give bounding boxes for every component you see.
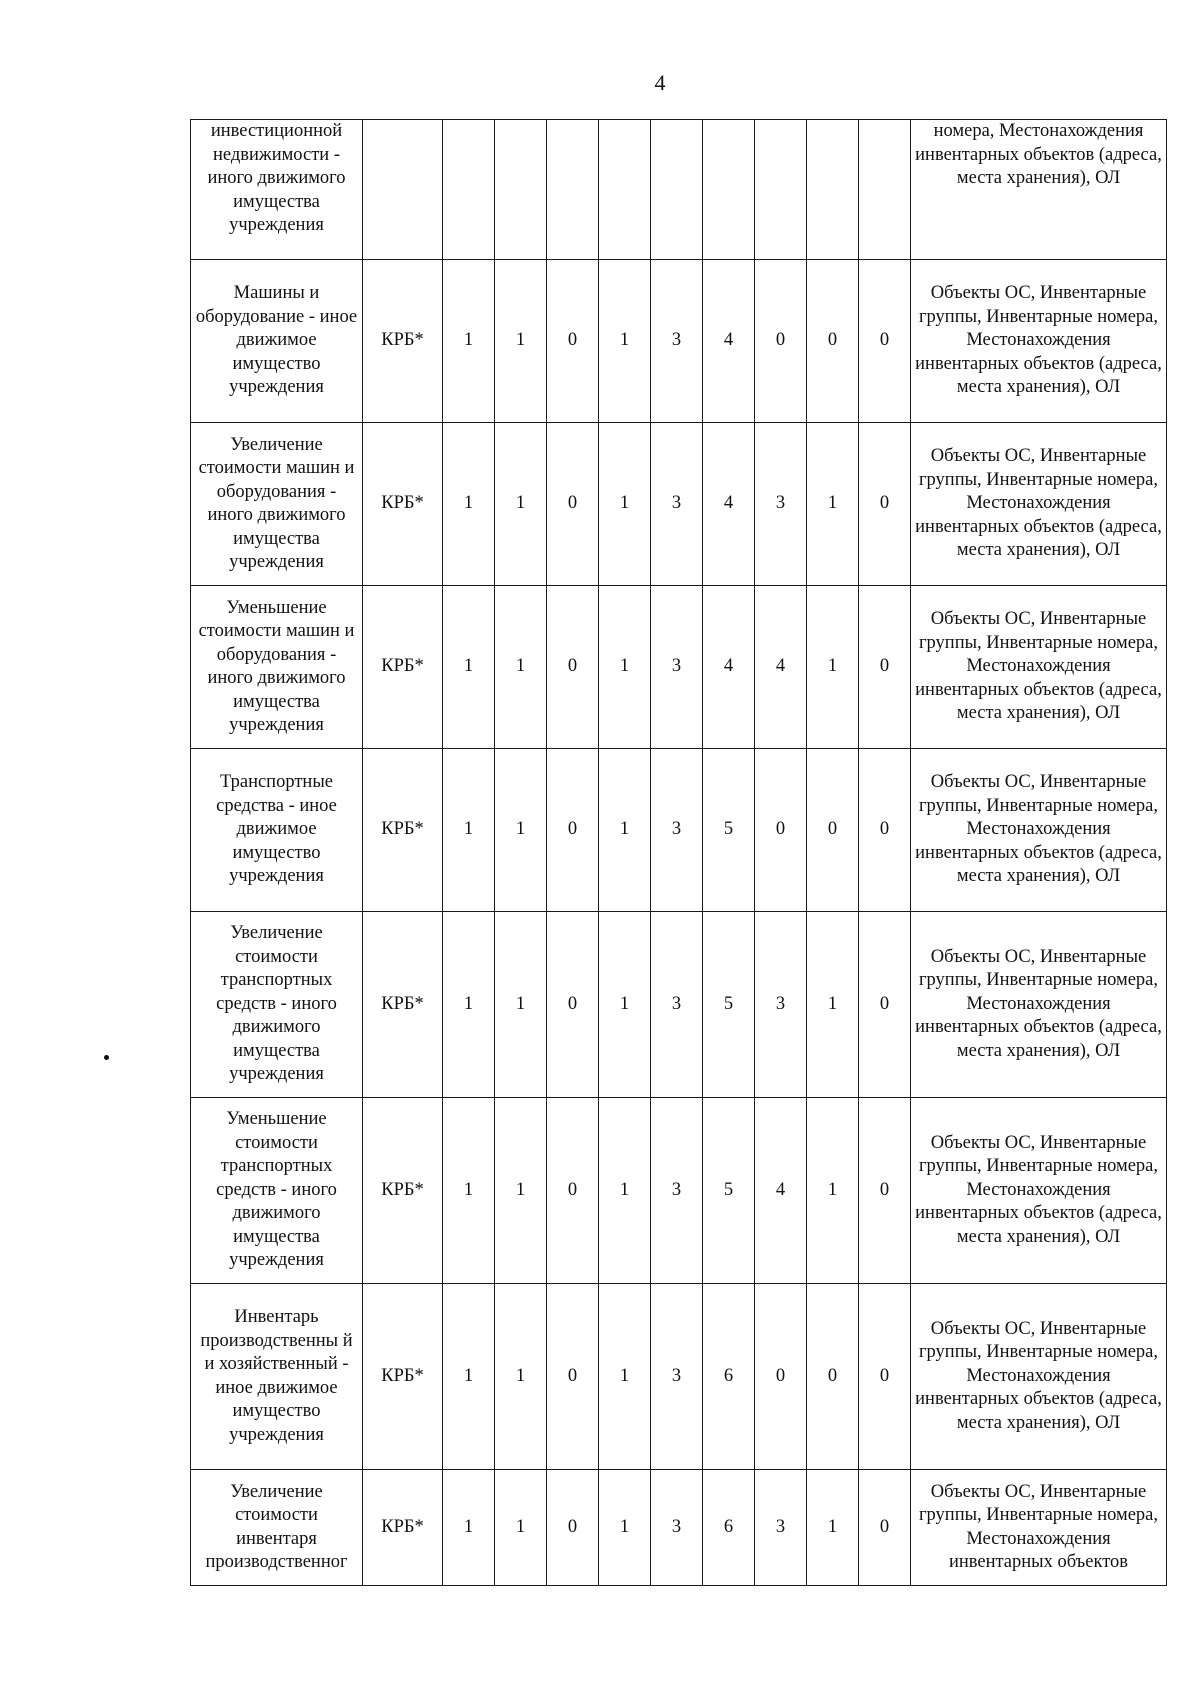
account-digit-cell: 4: [703, 423, 755, 586]
account-digit-cell: 1: [443, 1284, 495, 1470]
account-digit-cell: [495, 120, 547, 260]
table-row: [191, 1470, 1167, 1586]
analytics-basis-cell: Объекты ОС, Инвентарные группы, Инвентарные номера, Местонахождения инвентарных объектов (адреса, места хранения), ОЛ: [911, 586, 1167, 749]
account-digit-cell: 4: [703, 586, 755, 749]
account-digit-cell: 1: [599, 423, 651, 586]
table-row: [191, 586, 1167, 749]
account-digit-cell: 4: [755, 586, 807, 749]
account-digit-cell: 0: [755, 749, 807, 912]
account-digit-cell: [651, 120, 703, 260]
table-row: [191, 260, 1167, 423]
account-digit-cell: 0: [859, 586, 911, 749]
account-digit-cell: 1: [495, 1470, 547, 1586]
account-digit-cell: 1: [807, 423, 859, 586]
account-name-cell: Увеличение стоимости машин и оборудования - иного движимого имущества учреждения: [191, 423, 363, 586]
account-digit-cell: 1: [495, 912, 547, 1098]
account-digit-cell: [807, 120, 859, 260]
account-digit-cell: 0: [547, 1470, 599, 1586]
accounts-table: [190, 119, 1167, 1586]
account-digit-cell: [443, 120, 495, 260]
account-digit-cell: 0: [547, 749, 599, 912]
account-digit-cell: 0: [547, 1284, 599, 1470]
account-digit-cell: 0: [807, 749, 859, 912]
code-cell: КРБ*: [363, 1284, 443, 1470]
account-digit-cell: 1: [599, 586, 651, 749]
account-digit-cell: 0: [755, 260, 807, 423]
account-digit-cell: 4: [703, 260, 755, 423]
account-digit-cell: 0: [859, 912, 911, 1098]
account-digit-cell: 3: [651, 586, 703, 749]
account-digit-cell: [859, 120, 911, 260]
analytics-basis-cell: Объекты ОС, Инвентарные группы, Инвентарные номера, Местонахождения инвентарных объектов (адреса, места хранения), ОЛ: [911, 749, 1167, 912]
account-digit-cell: 3: [651, 260, 703, 423]
account-digit-cell: 1: [599, 912, 651, 1098]
account-digit-cell: 1: [599, 1470, 651, 1586]
account-name-cell: Машины и оборудование - иное движимое имущество учреждения: [191, 260, 363, 423]
account-digit-cell: 1: [807, 586, 859, 749]
account-digit-cell: 1: [599, 749, 651, 912]
account-name-cell: Транспортные средства - иное движимое имущество учреждения: [191, 749, 363, 912]
account-digit-cell: 1: [495, 423, 547, 586]
code-cell: КРБ*: [363, 749, 443, 912]
table-row: [191, 423, 1167, 586]
account-digit-cell: 0: [859, 749, 911, 912]
account-digit-cell: 0: [859, 1284, 911, 1470]
account-digit-cell: 0: [859, 1470, 911, 1586]
account-digit-cell: 1: [495, 1098, 547, 1284]
account-digit-cell: 3: [651, 423, 703, 586]
account-digit-cell: 1: [443, 260, 495, 423]
analytics-basis-cell: Объекты ОС, Инвентарные группы, Инвентарные номера, Местонахождения инвентарных объектов (адреса, места хранения), ОЛ: [911, 260, 1167, 423]
account-digit-cell: 1: [495, 1284, 547, 1470]
code-cell: КРБ*: [363, 586, 443, 749]
account-digit-cell: 1: [443, 586, 495, 749]
table-row: [191, 1098, 1167, 1284]
analytics-basis-cell: Объекты ОС, Инвентарные группы, Инвентарные номера, Местонахождения инвентарных объектов (адреса, места хранения), ОЛ: [911, 1098, 1167, 1284]
code-cell: [363, 120, 443, 260]
account-name-cell: Увеличение стоимости транспортных средств - иного движимого имущества учреждения: [191, 912, 363, 1098]
account-digit-cell: 1: [495, 749, 547, 912]
account-digit-cell: 3: [755, 912, 807, 1098]
account-digit-cell: 4: [755, 1098, 807, 1284]
code-cell: КРБ*: [363, 1098, 443, 1284]
page-number: 4: [654, 70, 666, 95]
account-digit-cell: 0: [859, 1098, 911, 1284]
account-digit-cell: 6: [703, 1470, 755, 1586]
account-name-cell: инвестиционной недвижимости - иного движимого имущества учреждения: [191, 120, 363, 260]
account-name-cell: Инвентарь производственны й и хозяйственный - иное движимое имущество учреждения: [191, 1284, 363, 1470]
account-digit-cell: 5: [703, 912, 755, 1098]
account-digit-cell: 0: [807, 260, 859, 423]
analytics-basis-cell: Объекты ОС, Инвентарные группы, Инвентарные номера, Местонахождения инвентарных объектов (адреса, места хранения), ОЛ: [911, 912, 1167, 1098]
analytics-basis-cell: Объекты ОС, Инвентарные группы, Инвентарные номера, Местонахождения инвентарных объектов (адреса, места хранения), ОЛ: [911, 1284, 1167, 1470]
account-digit-cell: 0: [547, 260, 599, 423]
account-digit-cell: 5: [703, 1098, 755, 1284]
account-digit-cell: 0: [807, 1284, 859, 1470]
account-digit-cell: 1: [807, 1470, 859, 1586]
analytics-basis-cell: номера, Местонахождения инвентарных объектов (адреса, места хранения), ОЛ: [911, 120, 1167, 260]
account-digit-cell: 3: [651, 1284, 703, 1470]
account-digit-cell: 0: [547, 586, 599, 749]
account-digit-cell: 1: [443, 1470, 495, 1586]
account-digit-cell: 1: [495, 260, 547, 423]
account-digit-cell: 6: [703, 1284, 755, 1470]
account-digit-cell: 5: [703, 749, 755, 912]
account-digit-cell: 0: [547, 1098, 599, 1284]
account-digit-cell: 0: [859, 423, 911, 586]
account-digit-cell: 3: [755, 1470, 807, 1586]
code-cell: КРБ*: [363, 260, 443, 423]
table-row: [191, 912, 1167, 1098]
account-digit-cell: 1: [443, 912, 495, 1098]
account-digit-cell: 1: [599, 1284, 651, 1470]
account-name-cell: Уменьшение стоимости транспортных средств - иного движимого имущества учреждения: [191, 1098, 363, 1284]
account-digit-cell: 0: [859, 260, 911, 423]
code-cell: КРБ*: [363, 423, 443, 586]
account-digit-cell: 3: [651, 1098, 703, 1284]
analytics-basis-cell: Объекты ОС, Инвентарные группы, Инвентарные номера, Местонахождения инвентарных объектов (адреса, места хранения), ОЛ: [911, 423, 1167, 586]
account-digit-cell: 1: [599, 1098, 651, 1284]
table-row: [191, 1284, 1167, 1470]
account-digit-cell: [599, 120, 651, 260]
table-row: [191, 749, 1167, 912]
code-cell: КРБ*: [363, 1470, 443, 1586]
account-digit-cell: [755, 120, 807, 260]
account-digit-cell: 1: [443, 749, 495, 912]
account-digit-cell: 0: [547, 423, 599, 586]
account-name-cell: Увеличение стоимости инвентаря производственног: [191, 1470, 363, 1586]
account-digit-cell: 3: [651, 912, 703, 1098]
account-digit-cell: 3: [651, 749, 703, 912]
stray-dot: [104, 1055, 109, 1060]
account-digit-cell: 1: [807, 1098, 859, 1284]
table-body: [191, 120, 1167, 1586]
account-digit-cell: [547, 120, 599, 260]
account-digit-cell: 1: [443, 1098, 495, 1284]
account-digit-cell: [703, 120, 755, 260]
analytics-basis-cell: Объекты ОС, Инвентарные группы, Инвентарные номера, Местонахождения инвентарных объектов: [911, 1470, 1167, 1586]
account-digit-cell: 1: [599, 260, 651, 423]
account-digit-cell: 0: [547, 912, 599, 1098]
account-digit-cell: 1: [443, 423, 495, 586]
account-digit-cell: 3: [651, 1470, 703, 1586]
account-digit-cell: 3: [755, 423, 807, 586]
account-name-cell: Уменьшение стоимости машин и оборудования - иного движимого имущества учреждения: [191, 586, 363, 749]
account-digit-cell: 1: [495, 586, 547, 749]
table-row: [191, 120, 1167, 260]
code-cell: КРБ*: [363, 912, 443, 1098]
account-digit-cell: 1: [807, 912, 859, 1098]
account-digit-cell: 0: [755, 1284, 807, 1470]
